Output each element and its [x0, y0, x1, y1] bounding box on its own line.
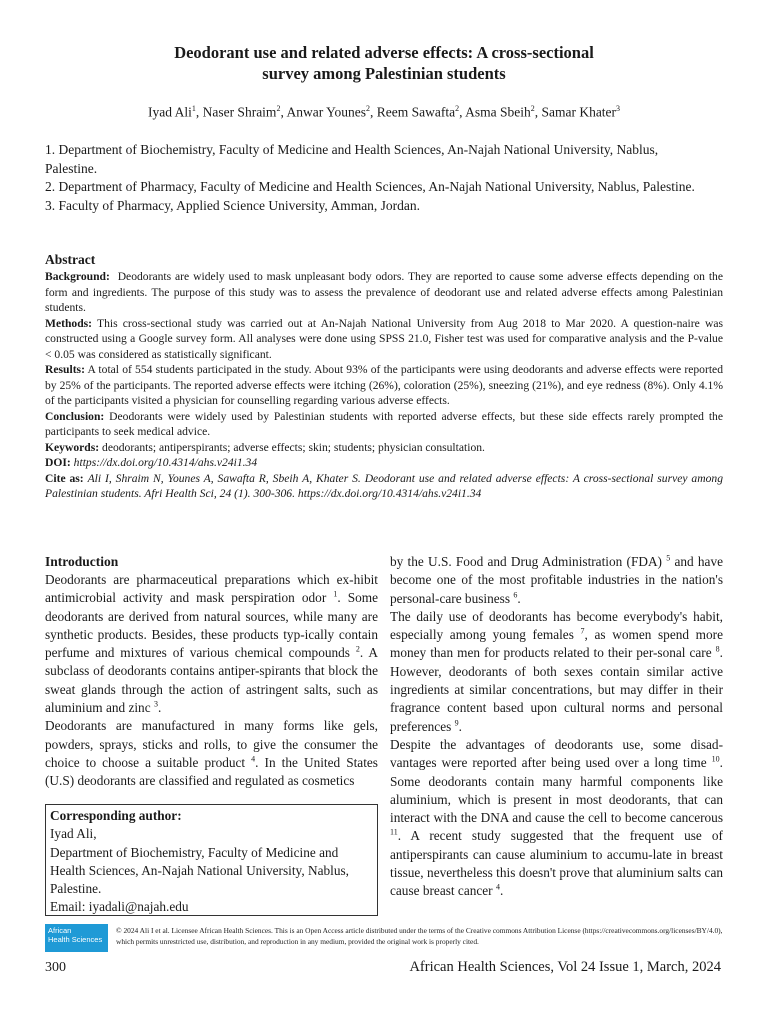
citation-ref[interactable]: 5 [666, 553, 671, 563]
author-name: Samar Khater [541, 104, 617, 120]
doi-link[interactable]: https://dx.doi.org/10.4314/ahs.v24i1.34 [73, 456, 258, 469]
abstract-methods [45, 316, 723, 363]
journal-logo [45, 924, 108, 952]
intro-paragraph-4: The daily use of deodorants has become everybody's habit, especially among young females $^7$, as women spend more money than men for products related to their per-sonal care $^8$. However, deodorants of both sexes contain similar active ingredients at similar concentrations, but may differ in their fragrance content based upon cultural norms and personal preferences $^9$. [390, 608, 723, 734]
author-affiliation-ref: 2 [530, 104, 535, 113]
citation-ref[interactable]: 7 [580, 626, 585, 636]
citation-ref[interactable]: 10 [711, 754, 720, 764]
citation-ref[interactable]: 11 [390, 828, 398, 838]
abstract-cite [45, 471, 723, 502]
abstract [45, 251, 723, 502]
author-name: Reem Sawafta [376, 104, 456, 120]
doi-label: DOI: [45, 456, 71, 469]
corresponding-email[interactable]: Email: iyadali@najah.edu [50, 899, 189, 915]
methods-label: Methods: [45, 316, 93, 330]
intro-paragraph-3: by the U.S. Food and Drug Administration (FDA) $^5$ and have become one of the most profitable industries in the nation's personal-care business $^6$. [390, 553, 723, 606]
author-affiliation-ref: 3 [616, 104, 621, 113]
citation-ref[interactable]: 8 [715, 645, 720, 655]
keywords-label: Keywords: [45, 440, 100, 454]
author-affiliation-ref: 2 [276, 104, 281, 113]
introduction-heading: Introduction [45, 554, 119, 569]
abstract-conclusion [45, 409, 723, 440]
citation-ref[interactable]: 4 [495, 882, 500, 892]
author-list: Iyad Ali$^1$, Naser Shraim$^2$, Anwar Younes$^2$, Reem Sawafta$^2$, Asma Sbeih$^2$, Samar Khater$^3$ [147, 104, 621, 120]
cite-label: Cite as: [45, 471, 84, 485]
title-line-2: survey among Palestinian students [262, 64, 506, 83]
author-name: Iyad Ali [147, 104, 192, 120]
corresponding-author-box [45, 804, 378, 916]
affiliation-2: 2. Department of Pharmacy, Faculty of Medicine and Health Sciences, An-Najah National University, Nablus, Palestine. [45, 179, 695, 194]
citation-ref[interactable]: 9 [454, 718, 459, 728]
conclusion-text: Deodorants were widely used by Palestinian students with reported adverse effects, but these side effects rarely prompted the participants to seek medical advice. [45, 409, 723, 438]
corresponding-dept: Department of Biochemistry, Faculty of Medicine and Health Sciences, An-Najah National University, Nablus, Palestine. [50, 844, 349, 897]
background-label: Background: [45, 270, 110, 283]
citation-ref[interactable]: 3 [153, 699, 158, 709]
citation-ref[interactable]: 4 [251, 754, 256, 764]
methods-text: This cross-sectional study was carried out at An-Najah National University from Aug 2018 to Mar 2020. A question-naire was constructed using a Google survey form. All analyses were done using SPSS 21.0, Fisher test was used for comparative analysis and the P-value < 0.05 was considered as statistically significant. [45, 316, 723, 361]
author-affiliation-ref: 2 [365, 104, 370, 113]
title-line-1: Deodorant use and related adverse effects: A cross-sectional [174, 43, 594, 62]
results-text: A total of 554 students participated in the study. About 93% of the participants were using deodorants and adverse effects were reported by 25% of the participants. The reported adverse effects were itching (26%), coloration (25%), sneezing (21%), and eye redness (8%). Only 4.1% of the participants visited a physician for counselling regarding various adverse effects. [45, 363, 723, 407]
license-notice: © 2024 Ali I et al. Licensee African Health Sciences. This is an Open Access article distributed under the terms of the Creative commons Attribution License (https://creativecommons.org/licenses/BY/4.0), which permits unrestricted use, distribution, and reproduction in any medium, provided the original work is properly cited. [116, 926, 723, 946]
corresponding-heading: Corresponding author: [50, 808, 182, 823]
logo-line-1: African [48, 926, 72, 935]
intro-paragraph-5: Despite the advantages of deodorants use, some disad-vantages were reported after being used over a long time $^{10}$. Some deodorants contain many harmful components like aluminium, which is present in most deodorants, that can interact with the DNA and cause the cell to become cancerous $^{11}$. A recent study suggested that the frequent use of antiperspirants can cause aluminium to accumu-late in breast tissue, nevertheless this doesn't prove that aluminium salts can cause breast cancer $^4$. [390, 736, 723, 899]
affiliation-1: 1. Department of Biochemistry, Faculty of Medicine and Health Sciences, An-Najah National University, Nablus, Palestine. [45, 142, 659, 176]
author-name: Asma Sbeih [465, 104, 531, 120]
logo-line-2: Health Sciences [48, 935, 103, 944]
intro-paragraph-2: Deodorants are manufactured in many forms like gels, powders, sprays, sticks and rolls, to give the consumer the choice to choose a suitable product $^4$. In the United States (U.S) deodorants are classified and regulated as cosmetics [45, 718, 378, 789]
left-column [45, 553, 378, 791]
right-column [390, 553, 723, 901]
results-label: Results: [45, 363, 85, 376]
citation-ref[interactable]: 6 [513, 590, 518, 600]
author-affiliation-ref: 2 [455, 104, 460, 113]
citation-ref[interactable]: 2 [355, 644, 360, 654]
abstract-background [45, 269, 723, 316]
keywords-text: deodorants; antiperspirants; adverse effects; skin; students; physician consultation. [102, 440, 485, 454]
conclusion-label: Conclusion: [45, 409, 105, 423]
affiliation-3: 3. Faculty of Pharmacy, Applied Science University, Amman, Jordan. [45, 197, 421, 213]
article-title [60, 42, 708, 84]
author-affiliation-ref: 1 [191, 104, 196, 113]
author-name: Naser Shraim [202, 104, 277, 120]
abstract-results [45, 362, 723, 409]
abstract-heading: Abstract [45, 252, 96, 267]
journal-footer: African Health Sciences, Vol 24 Issue 1, March, 2024 [409, 959, 721, 975]
abstract-doi [45, 455, 723, 471]
intro-paragraph-1: Deodorants are pharmaceutical preparations which ex-hibit antimicrobial activity and mask perspiration odor $^1$. Some deodorants are derived from natural sources, while many are synthetic products. Besides, these products typ-ically contain perfume and mixtures of various chemical compounds $^2$. A subclass of deodorants contains antiper-spirants that block the sweat glands through the action of astringent salts, such as aluminium and zinc $^3$. [45, 572, 379, 716]
citation-ref[interactable]: 1 [333, 589, 338, 599]
background-text: Deodorants are widely used to mask unpleasant body odors. They are reported to cause some adverse effects depending on the form and ingredients. The purpose of this study was to assess the prevalence of deodorant use and related adverse effects among Palestinian students. [45, 270, 724, 314]
cite-text: Ali I, Shraim N, Younes A, Sawafta R, Sbeih A, Khater S. Deodorant use and related adverse effects: A cross-sectional survey among Palestinian students. Afri Health Sci, 24 (1). 300-306. https://dx.doi.org/10.4314/ahs.v24i1.34 [45, 471, 723, 500]
abstract-keywords [45, 440, 723, 456]
author-name: Anwar Younes [286, 104, 366, 120]
corresponding-name: Iyad Ali, [50, 826, 97, 842]
page-number: 300 [45, 960, 66, 975]
affiliations [45, 141, 710, 215]
